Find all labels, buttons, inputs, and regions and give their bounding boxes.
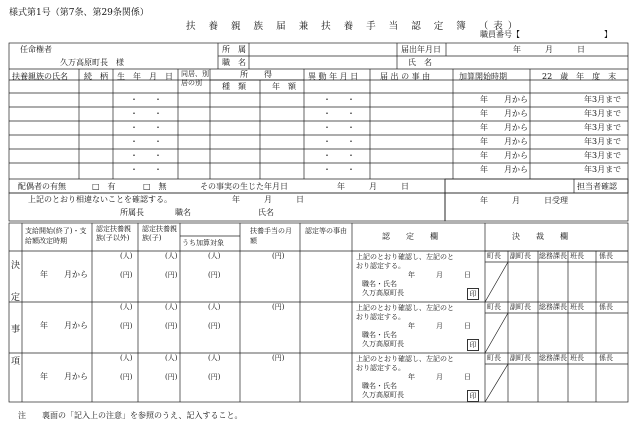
dep-excl-yen: (円): [120, 271, 133, 279]
col-change-date: 異 動 年 月 日: [308, 72, 359, 81]
col-relation: 続 柄: [84, 72, 108, 81]
col-monthly: 扶養手当の月額: [250, 227, 292, 245]
dep-child-yen: (円): [165, 322, 178, 330]
add-target-yen: (円): [208, 373, 221, 381]
approve-line1: 上記のとおり確認し、左記のと: [356, 355, 454, 363]
kessai-role: 総務課長: [539, 354, 567, 362]
col-age22: 22 歳 年 度 末: [542, 72, 617, 81]
col-kessai: 決 裁 欄: [512, 232, 568, 241]
dep-row-birth[interactable]: ・ ・: [130, 137, 162, 146]
kessai-role: 係長: [599, 354, 613, 362]
dep-row-change-date[interactable]: ・ ・: [323, 123, 355, 132]
kessai-role: 町長: [487, 303, 501, 311]
dep-row-age22[interactable]: 年3月まで: [584, 109, 622, 118]
dep-row-age22[interactable]: 年3月まで: [584, 165, 622, 174]
approve-title: 職名・氏名: [362, 382, 397, 390]
dep-row-add-start[interactable]: 年 月から: [480, 95, 528, 104]
dep-child-unit: (人): [165, 354, 178, 362]
dob-field[interactable]: 年 月 日: [513, 45, 585, 54]
col-income: 所 得: [240, 70, 272, 79]
add-target-unit: (人): [208, 303, 221, 311]
dep-row-add-start[interactable]: 年 月から: [480, 109, 528, 118]
kessai-role: 係長: [599, 252, 613, 260]
spouse-no-checkbox[interactable]: □ 無: [143, 182, 167, 191]
col-add-start: 加算開始時期: [459, 72, 507, 81]
dep-row-age22[interactable]: 年3月まで: [584, 151, 622, 160]
col-birth: 生 年 月 日: [117, 72, 173, 81]
add-target-yen: (円): [208, 322, 221, 330]
head-position: 職名: [175, 208, 191, 217]
dep-row-change-date[interactable]: ・ ・: [323, 151, 355, 160]
approve-date[interactable]: 年 月 日: [408, 271, 471, 279]
fact-date-label: その事実の生じた年月日: [200, 182, 288, 191]
col-dep-child: 認定扶養親族(子): [142, 225, 177, 242]
col-dep-name: 扶養親族の氏名: [12, 72, 68, 81]
side-label-2: 定: [11, 293, 21, 303]
dep-row-age22[interactable]: 年3月まで: [584, 95, 622, 104]
add-target-unit: (人): [208, 252, 221, 260]
kessai-role: 副町長: [510, 354, 531, 362]
dep-row-birth[interactable]: ・ ・: [130, 165, 162, 174]
name-label: 氏 名: [408, 58, 432, 67]
dep-excl-yen: (円): [120, 373, 133, 381]
seal-icon: 印: [467, 339, 479, 351]
col-add-target: うち加算対象: [182, 239, 224, 247]
col-decision-reason: 認定等の事由: [305, 227, 347, 235]
monthly-yen: (円): [272, 354, 285, 362]
monthly-yen: (円): [272, 252, 285, 260]
note-text: 裏面の「記入上の注意」を参照のうえ、記入すること。: [42, 411, 243, 420]
confirm-text: 上記のとおり相違ないことを確認する。: [28, 195, 172, 204]
kessai-role: 副町長: [510, 303, 531, 311]
approve-line2: おり認定する。: [356, 262, 405, 270]
approve-line1: 上記のとおり確認し、左記のと: [356, 253, 454, 261]
kessai-role: 班長: [570, 354, 584, 362]
col-cohab: 同居、別居の別: [181, 70, 209, 87]
kessai-role: 班長: [570, 303, 584, 311]
side-label-4: 項: [11, 357, 21, 367]
appointer-name: 久万高原町長 様: [60, 58, 124, 67]
kessai-role: 町長: [487, 354, 501, 362]
add-target-yen: (円): [208, 271, 221, 279]
kessai-role: 係長: [599, 303, 613, 311]
kessai-role: 班長: [570, 252, 584, 260]
dep-child-unit: (人): [165, 303, 178, 311]
side-label-1: 決: [11, 261, 21, 271]
dep-row-change-date[interactable]: ・ ・: [323, 137, 355, 146]
dep-excl-yen: (円): [120, 322, 133, 330]
approve-date[interactable]: 年 月 日: [408, 322, 471, 330]
approve-line2: おり認定する。: [356, 364, 405, 372]
dep-row-change-date[interactable]: ・ ・: [323, 109, 355, 118]
col-income-kind: 種 類: [222, 82, 246, 91]
staff-confirm-label: 担当者確認: [577, 182, 617, 191]
approve-title: 職名・氏名: [362, 331, 397, 339]
confirm-date[interactable]: 年 月 日: [232, 195, 304, 204]
approve-mayor: 久万高原町長: [362, 340, 404, 348]
dep-row-add-start[interactable]: 年 月から: [480, 165, 528, 174]
dep-row-change-date[interactable]: ・ ・: [323, 95, 355, 104]
dep-row-age22[interactable]: 年3月まで: [584, 137, 622, 146]
side-label-3: 事: [11, 325, 21, 335]
decision-start[interactable]: 年 月から: [40, 372, 88, 381]
dep-row-birth[interactable]: ・ ・: [130, 109, 162, 118]
dep-row-birth[interactable]: ・ ・: [130, 95, 162, 104]
dep-excl-unit: (人): [120, 252, 133, 260]
form-id: 様式第1号（第7条、第29条関係）: [9, 8, 149, 18]
approve-title: 職名・氏名: [362, 280, 397, 288]
head-name: 氏名: [258, 208, 274, 217]
kessai-role: 町長: [487, 252, 501, 260]
dep-child-yen: (円): [165, 373, 178, 381]
dep-row-add-start[interactable]: 年 月から: [480, 123, 528, 132]
approve-mayor: 久万高原町長: [362, 289, 404, 297]
seal-icon: 印: [467, 288, 479, 300]
approve-line2: おり認定する。: [356, 313, 405, 321]
spouse-label: 配偶者の有無: [18, 182, 66, 191]
dep-row-birth[interactable]: ・ ・: [130, 151, 162, 160]
form-title: 扶 養 親 族 届 兼 扶 養 手 当 認 定 簿 （表）: [186, 21, 523, 32]
kessai-role: 総務課長: [539, 252, 567, 260]
col-approval: 認 定 欄: [382, 232, 438, 241]
kessai-role: 副町長: [510, 252, 531, 260]
position-label: 職 名: [222, 58, 246, 67]
dep-row-add-start[interactable]: 年 月から: [480, 151, 528, 160]
dept-label: 所 属: [222, 45, 246, 54]
add-target-unit: (人): [208, 354, 221, 362]
dep-child-yen: (円): [165, 271, 178, 279]
dep-excl-unit: (人): [120, 303, 133, 311]
dep-row-age22[interactable]: 年3月まで: [584, 123, 622, 132]
col-start-end: 支給開始(終了)・支給額改定時期: [25, 227, 87, 245]
col-income-amount: 年 額: [272, 82, 296, 91]
spouse-yes-checkbox[interactable]: □ 有: [92, 182, 116, 191]
approve-date[interactable]: 年 月 日: [408, 373, 471, 381]
staff-no-close: 】: [604, 30, 612, 39]
head-title: 所属長: [120, 208, 144, 217]
note-label: 注: [18, 411, 26, 420]
dep-child-unit: (人): [165, 252, 178, 260]
fact-date-field[interactable]: 年 月 日: [337, 182, 409, 191]
monthly-yen: (円): [272, 303, 285, 311]
dep-row-add-start[interactable]: 年 月から: [480, 137, 528, 146]
dep-row-birth[interactable]: ・ ・: [130, 123, 162, 132]
decision-start[interactable]: 年 月から: [40, 270, 88, 279]
seal-icon: 印: [467, 390, 479, 402]
appointer-label: 任命権者: [20, 45, 52, 54]
approve-mayor: 久万高原町長: [362, 391, 404, 399]
kessai-role: 総務課長: [539, 303, 567, 311]
approve-line1: 上記のとおり確認し、左記のと: [356, 304, 454, 312]
staff-no-label: 職員番号【: [480, 30, 520, 39]
decision-start[interactable]: 年 月から: [40, 321, 88, 330]
dep-row-change-date[interactable]: ・ ・: [323, 165, 355, 174]
dep-excl-unit: (人): [120, 354, 133, 362]
col-dep-excl: 認定扶養親族(子以外): [96, 225, 131, 242]
col-reason: 届 出 の 事 由: [380, 72, 431, 81]
received-date[interactable]: 年 月 日受理: [480, 196, 568, 205]
dob-label: 届出年月日: [401, 45, 441, 54]
